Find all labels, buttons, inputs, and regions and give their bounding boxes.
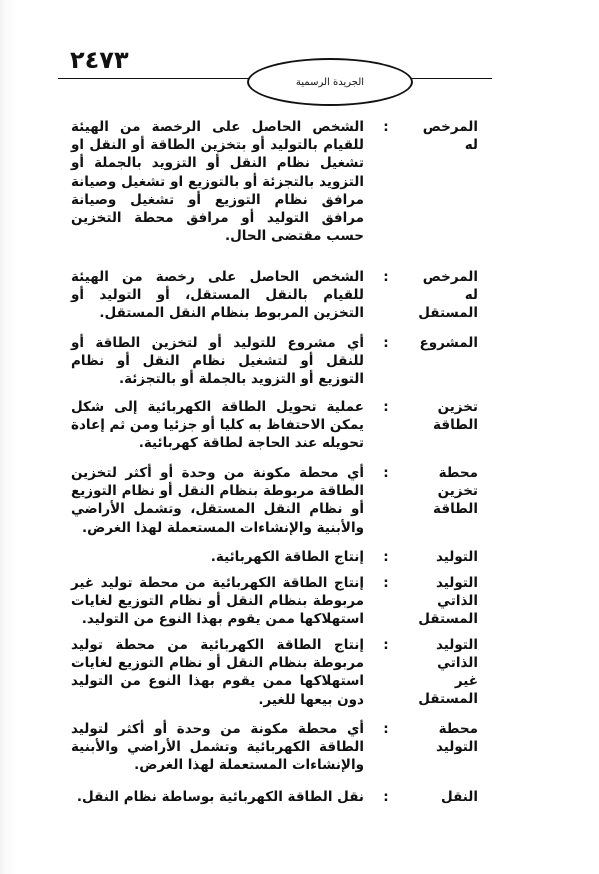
definition-colon: :: [383, 335, 389, 351]
definition-term: محطة التوليد: [435, 721, 478, 755]
definition-term: التوليد الذاتي غير المستقل: [418, 637, 478, 707]
definition-text: الشخص الحاصل على الرخصة من الهيئة للقيام بالتوليد أو بتخزين الطاقة أو النقل او تشغيل نظام النقل أو التزويد بالجملة أو التزويد بالتجزئة أو بالتوزيع او تشغيل وصيانة مرافق نظام التوزيع أو تشغيل وصيانة مرافق التوليد أو مرافق محطة التخزين حسب مقتضى الحال.: [71, 119, 364, 245]
definition-entry: [50, 574, 478, 628]
definition-colon: :: [383, 269, 389, 285]
definition-entry: [50, 788, 478, 805]
definition-term: المشروع: [419, 335, 478, 351]
definition-term: المرخص له المستقل: [418, 269, 478, 321]
gazette-title: الجريدة الرسمية: [295, 76, 365, 88]
definition-entry: [50, 118, 478, 245]
definition-colon: :: [383, 721, 389, 737]
definition-text: أي مشروع للتوليد أو لتخزين الطاقة أو للنقل أو لتشغيل نظام النقل أو نظام التوزيع أو التزويد بالجملة أو بالتجزئة.: [71, 335, 364, 388]
definition-entry: [50, 636, 478, 708]
definition-entry: [50, 334, 478, 388]
definition-text: أي محطة مكونة من وحدة أو أكثر لتخزين الطاقة مربوطة بنظام النقل أو نظام التوزيع أو نظام النقل المستقل، وتشمل الأراضي والأبنية والإنشاءات المستعملة لهذا الغرض.: [71, 465, 364, 536]
definition-text: إنتاج الطاقة الكهربائية من محطة توليد غير مربوطة بنظام النقل أو نظام التوزيع لغايات استهلاكها ممن يقوم بهذا النوع من التوليد.: [71, 575, 364, 628]
definition-text: عملية تحويل الطاقة الكهربائية إلى شكل يمكن الاحتفاظ به كليا أو جزئيا ومن ثم إعادة تحويله عند الحاجة لطاقة كهربائية.: [71, 399, 364, 452]
definition-text: الشخص الحاصل على رخصة من الهيئة للقيام بالنقل المستقل، أو التوليد أو التخزين المربوط بنظام النقل المستقل.: [71, 269, 364, 322]
definition-term: النقل: [441, 789, 478, 805]
definition-term: محطة تخزين الطاقة: [433, 465, 478, 517]
definition-entry: [50, 548, 478, 565]
definition-text: إنتاج الطاقة الكهربائية.: [210, 549, 364, 565]
definition-term: التوليد الذاتي المستقل: [418, 575, 478, 627]
definition-entry: [50, 720, 478, 774]
definition-colon: :: [383, 465, 389, 481]
definition-text: أي محطة مكونة من وحدة أو أكثر لتوليد الطاقة الكهربائية وتشمل الأراضي والأبنية والإنشاءات المستعملة لهذا الغرض.: [71, 721, 364, 774]
definition-entry: [50, 398, 478, 452]
definition-text: إنتاج الطاقة الكهربائية من محطة توليد مربوطة بنظام النقل أو نظام التوزيع لغايات استهلاكها ممن يقوم بهذا النوع من التوليد دون بيعها للغير.: [71, 637, 364, 708]
page-number: ٢٤٧٣: [70, 46, 129, 74]
definition-colon: :: [383, 575, 389, 591]
definition-entry: [50, 464, 478, 536]
definition-term: المرخص له: [422, 119, 478, 153]
definition-text: نقل الطاقة الكهربائية بوساطة نظام النقل.: [76, 789, 364, 805]
definition-term: تخزين الطاقة: [433, 399, 478, 433]
definition-colon: :: [383, 119, 389, 135]
definition-colon: :: [383, 399, 389, 415]
definition-colon: :: [383, 637, 389, 653]
definition-colon: :: [383, 789, 389, 805]
definition-colon: :: [383, 549, 389, 565]
definition-term: التوليد: [435, 549, 478, 565]
definition-entry: [50, 268, 478, 322]
